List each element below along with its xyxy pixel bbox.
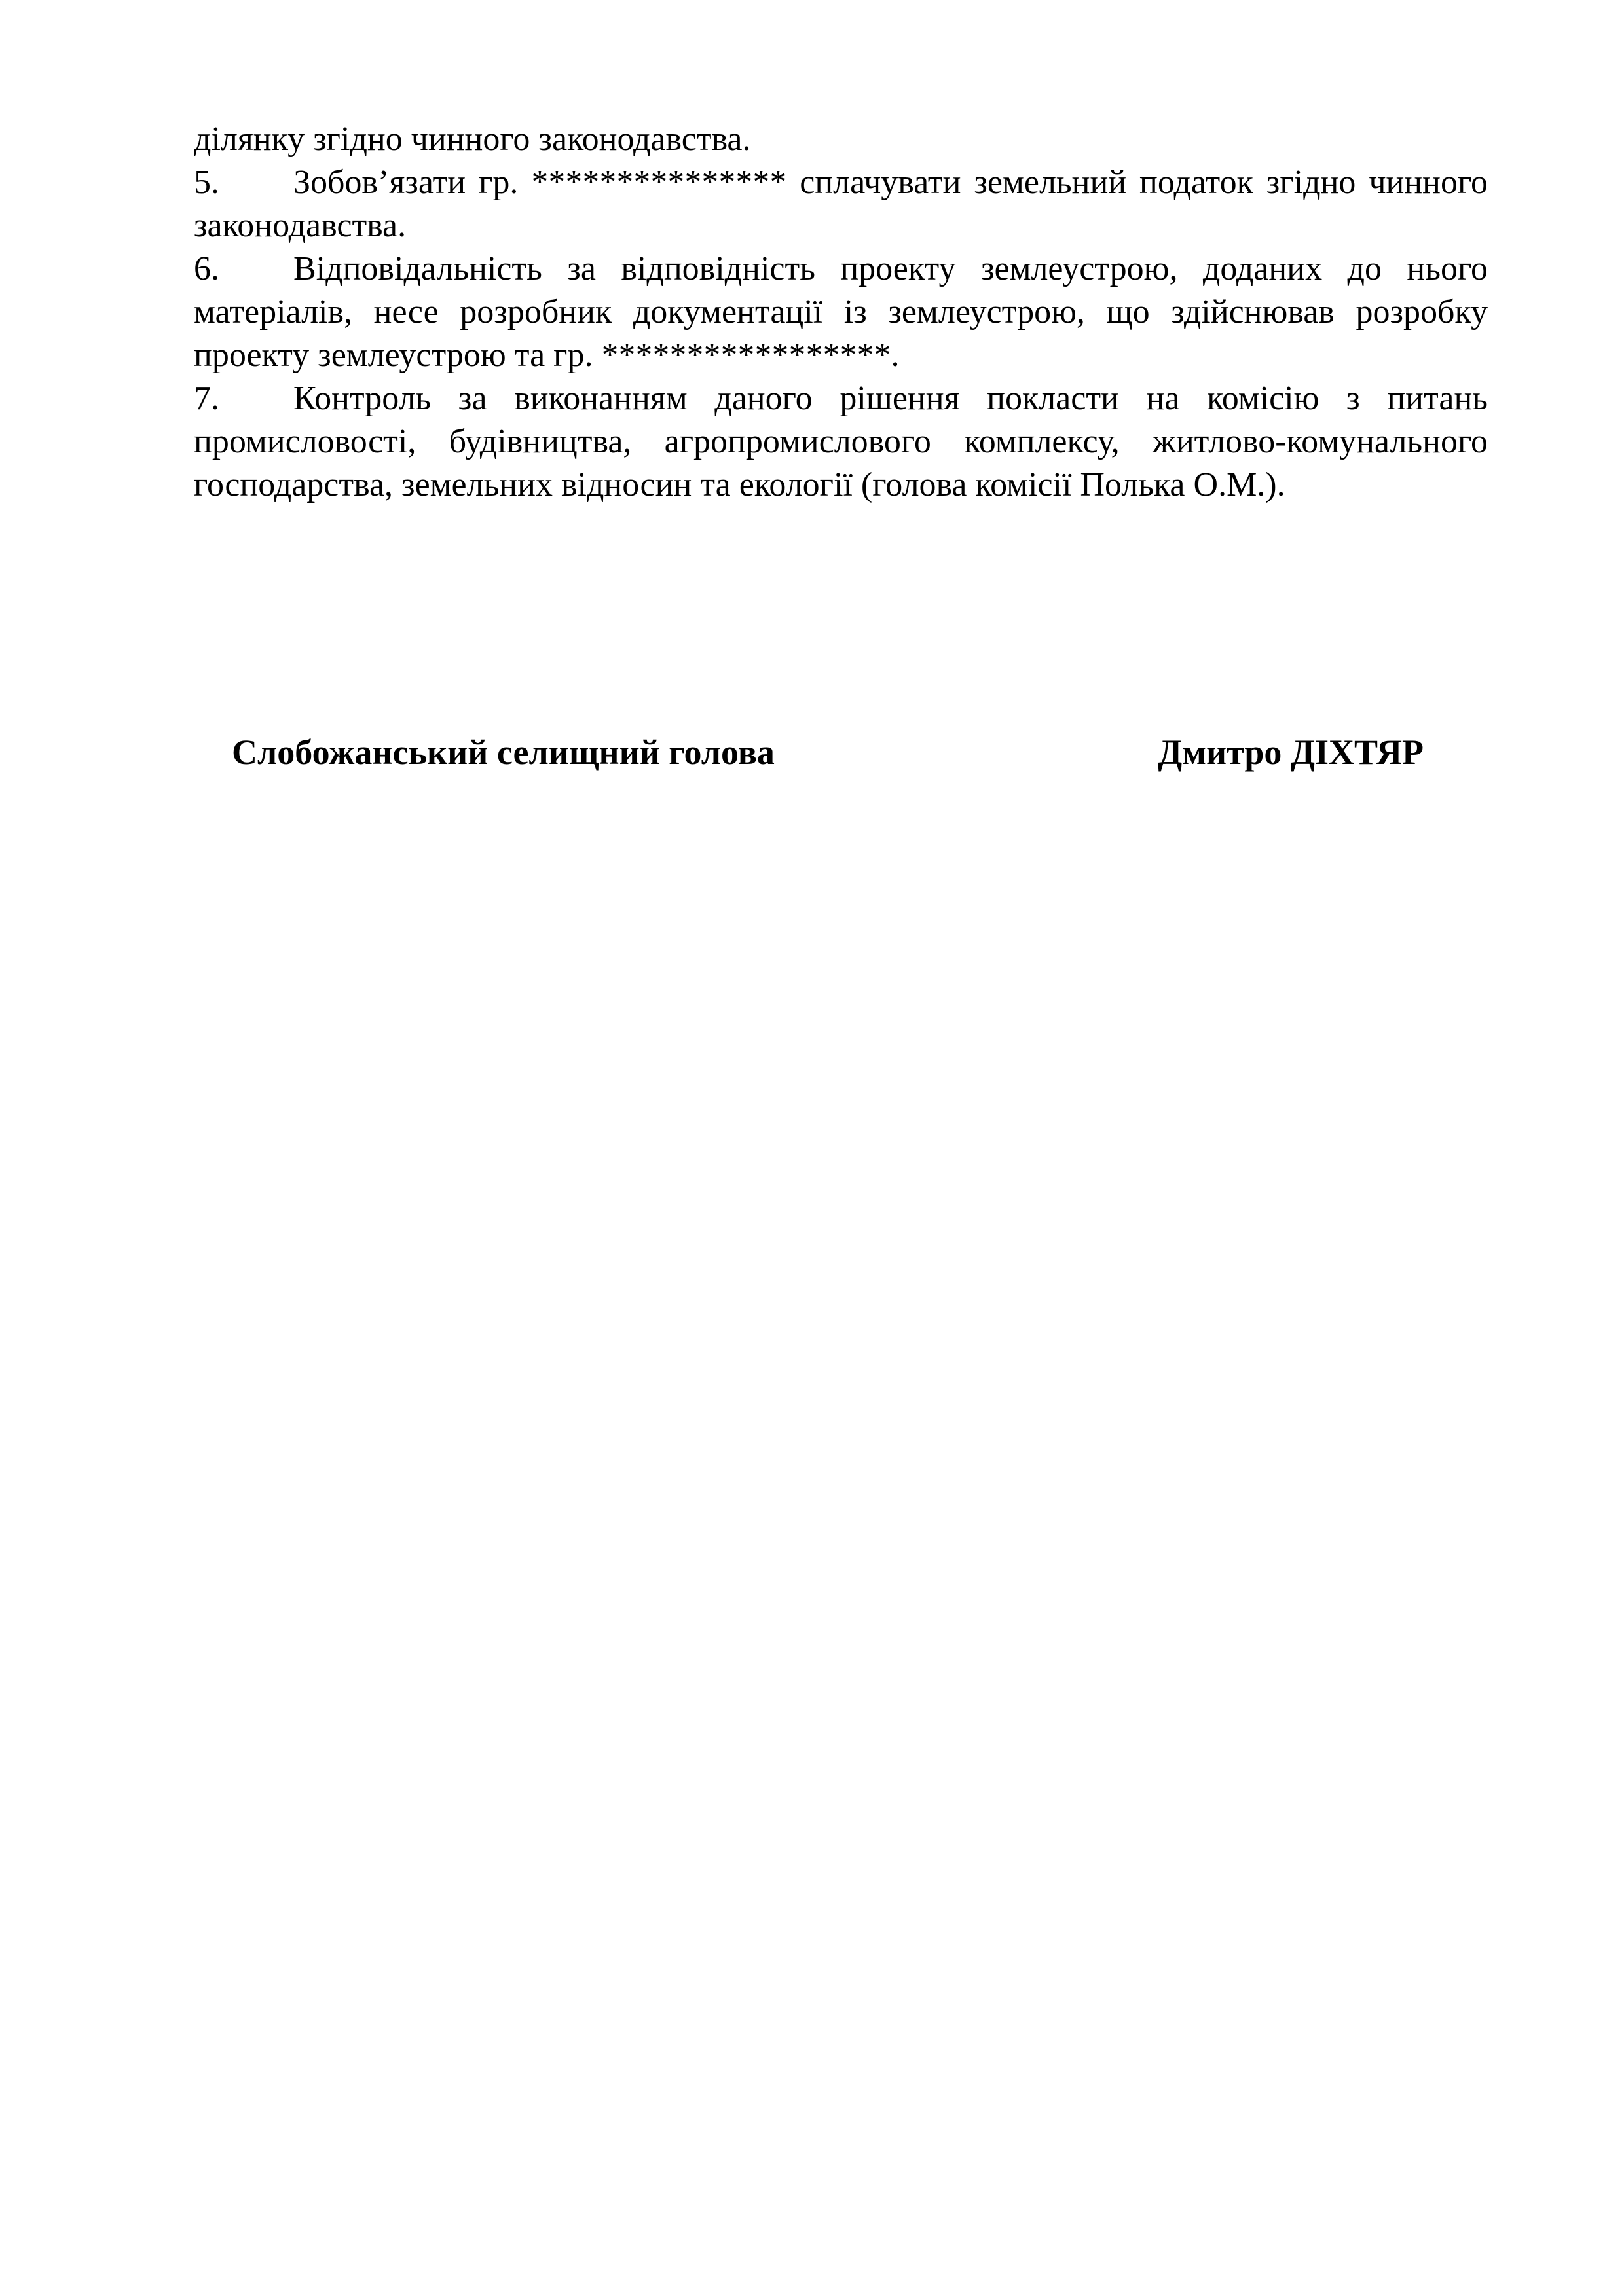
continuation-paragraph: ділянку згідно чинного законодавства.	[194, 120, 751, 158]
clause-5	[194, 161, 1488, 247]
clause-text: Контроль за виконанням даного рішення покласти на комісію з питань промисловості, будівництва, агропромислового комплексу, житлово-комунального господарства, земельних відносин та екології (голова комісії Полька О.М.).	[194, 380, 1488, 503]
clause-number: 5.	[194, 164, 219, 201]
clause-number: 7.	[194, 380, 219, 417]
signatory-name: Дмитро ДІХТЯР	[1158, 733, 1424, 772]
clause-6	[194, 247, 1488, 377]
signatory-title: Слобожанський селищний голова	[232, 733, 775, 772]
clause-text: Зобов’язати гр. *************** сплачувати земельний податок згідно чинного законодавства.	[194, 164, 1488, 244]
clause-7	[194, 377, 1488, 507]
clause-text: Відповідальність за відповідність проекту землеустрою, доданих до нього матеріалів, несе розробник документації із землеустрою, що здійснював розробку проекту землеустрою та гр. *****************.	[194, 250, 1488, 374]
decision-body	[194, 118, 1488, 507]
clause-number: 6.	[194, 250, 219, 287]
signature-block	[232, 731, 1424, 776]
